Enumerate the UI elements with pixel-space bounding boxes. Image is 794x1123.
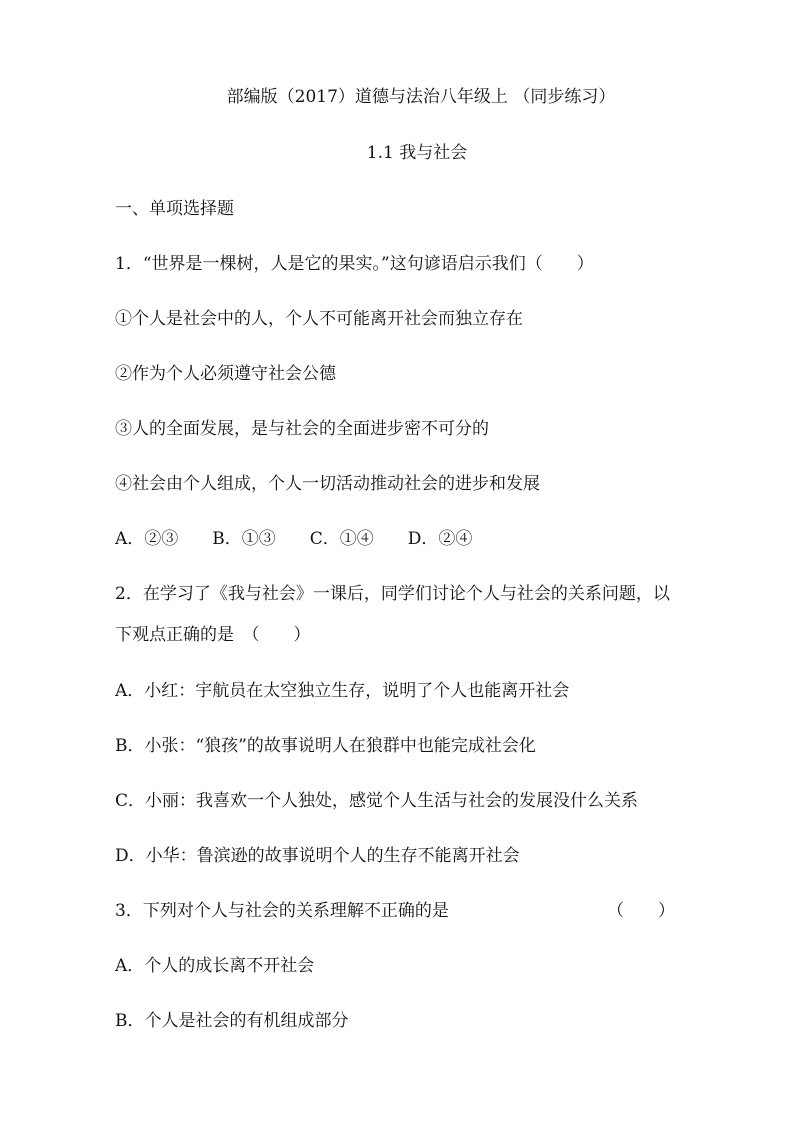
- question-1-stem: 1．“世界是一棵树，人是它的果实。”这句谚语启示我们（ ）: [115, 254, 594, 274]
- question-2-option: C．小丽：我喜欢一个人独处，感觉个人生活与社会的发展没什么关系: [115, 791, 639, 811]
- question-2-option: B．小张：“狼孩”的故事说明人在狼群中也能完成社会化: [115, 736, 536, 756]
- question-2-stem-line-2: 下观点正确的是 （ ）: [115, 625, 311, 645]
- question-2-stem-line-1: 2．在学习了《我与社会》一课后，同学们讨论个人与社会的关系问题，以: [115, 584, 670, 604]
- question-3-option: A．个人的成长离不开社会: [115, 956, 315, 976]
- question-1-item: ②作为个人必须遵守社会公德: [115, 364, 336, 384]
- section-heading: 一、单项选择题: [115, 199, 234, 219]
- question-3-option: B．个人是社会的有机组成部分: [115, 1011, 349, 1031]
- question-2-option: A．小红：宇航员在太空独立生存，说明了个人也能离开社会: [115, 681, 570, 701]
- question-1-options: A．②③ B．①③ C．①④ D．②④: [115, 529, 473, 549]
- document-title: 部编版（2017）道德与法治八年级上 （同步练习）: [226, 87, 616, 107]
- question-2-option: D．小华：鲁滨逊的故事说明个人的生存不能离开社会: [115, 846, 520, 866]
- lesson-subtitle: 1.1 我与社会: [366, 143, 468, 163]
- question-1-item: ①个人是社会中的人，个人不可能离开社会而独立存在: [115, 309, 523, 329]
- question-1-item: ④社会由个人组成，个人一切活动推动社会的进步和发展: [115, 474, 540, 494]
- question-1-item: ③人的全面发展，是与社会的全面进步密不可分的: [115, 419, 489, 439]
- question-3-answer-paren: （ ）: [607, 901, 675, 921]
- question-3-stem: 3．下列对个人与社会的关系理解不正确的是: [115, 901, 449, 921]
